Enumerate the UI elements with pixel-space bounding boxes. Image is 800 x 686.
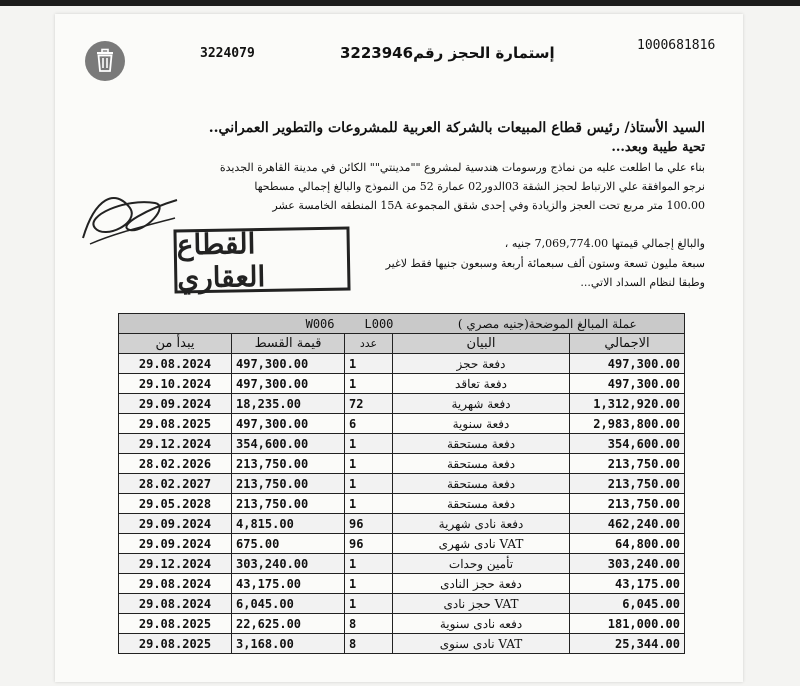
header-installment: قيمة القسط: [232, 334, 345, 354]
cell-start: 29.12.2024: [119, 434, 232, 454]
cell-start: 28.02.2026: [119, 454, 232, 474]
header-total: الاجمالي: [570, 334, 685, 354]
cell-installment: 213,750.00: [232, 474, 345, 494]
cell-count: 1: [345, 474, 393, 494]
cell-count: 96: [345, 534, 393, 554]
cell-statement: دفعة تعاقد: [393, 374, 570, 394]
table-row: [119, 614, 685, 634]
cell-start: 29.08.2024: [119, 594, 232, 614]
table-header: [119, 334, 685, 354]
cell-count: 1: [345, 354, 393, 374]
letter-line-1: بناء علي ما اطلعت عليه من نماذج ورسومات هندسية لمشروع ""مدينتي"" الكائن في مدينة القاهرة الجديدة: [219, 161, 705, 174]
cell-total: 497,300.00: [570, 354, 685, 374]
code-w006: W006: [305, 316, 335, 331]
header-start: يبدأ من: [119, 334, 232, 354]
cell-installment: 213,750.00: [232, 494, 345, 514]
reference-number: 3224079: [200, 46, 255, 61]
cell-total: 497,300.00: [570, 374, 685, 394]
table-row: [119, 374, 685, 394]
cell-statement: VAT نادى سنوى: [393, 634, 570, 654]
table-row: [119, 594, 685, 614]
cell-start: 29.08.2025: [119, 614, 232, 634]
cell-start: 29.08.2024: [119, 354, 232, 374]
header-count: عدد: [345, 334, 393, 354]
cell-statement: دفعة مستحقة: [393, 454, 570, 474]
cell-total: 64,800.00: [570, 534, 685, 554]
cell-total: 181,000.00: [570, 614, 685, 634]
cell-total: 1,312,920.00: [570, 394, 685, 414]
cell-installment: 497,300.00: [232, 354, 345, 374]
currency-row: [119, 314, 685, 334]
table-row: [119, 494, 685, 514]
trash-icon: [94, 49, 116, 73]
cell-start: 29.10.2024: [119, 374, 232, 394]
letter-line-2: نرجو الموافقة علي الارتباط لحجز الشقة 03الدور02 عمارة 52 من النموذج والبالغ إجمالي مسطحها: [254, 180, 705, 193]
table-row: [119, 414, 685, 434]
cell-start: 29.08.2025: [119, 634, 232, 654]
cell-statement: دفعة مستحقة: [393, 494, 570, 514]
cell-installment: 354,600.00: [232, 434, 345, 454]
table-row: [119, 474, 685, 494]
cell-statement: دفعة سنوية: [393, 414, 570, 434]
cell-installment: 18,235.00: [232, 394, 345, 414]
code-l000: L000: [364, 316, 394, 331]
header-statement: البيان: [393, 334, 570, 354]
cell-start: 29.08.2024: [119, 574, 232, 594]
cell-start: 29.09.2024: [119, 394, 232, 414]
cell-installment: 43,175.00: [232, 574, 345, 594]
letter-line-5: سبعة مليون تسعة وستون ألف سبعمائة أربعة وسبعون جنيها فقط لاغير: [385, 257, 705, 270]
payment-schedule-table: [118, 313, 685, 654]
cell-statement: دفعة شهرية: [393, 394, 570, 414]
cell-total: 43,175.00: [570, 574, 685, 594]
cell-total: 303,240.00: [570, 554, 685, 574]
table-row: [119, 434, 685, 454]
cell-statement: دفعة نادى شهرية: [393, 514, 570, 534]
delete-button[interactable]: [85, 41, 125, 81]
cell-count: 1: [345, 454, 393, 474]
cell-total: 2,983,800.00: [570, 414, 685, 434]
form-title: إستمارة الحجز رقم3223946: [340, 44, 555, 62]
cell-statement: دفعة حجز النادى: [393, 574, 570, 594]
cell-statement: VAT نادى شهرى: [393, 534, 570, 554]
table-row: [119, 554, 685, 574]
cell-statement: تأمين وحدات: [393, 554, 570, 574]
cell-count: 8: [345, 634, 393, 654]
letter-line-4: والبالغ إجمالي قيمتها 7,069,774.00 جنيه ،: [504, 237, 705, 250]
cell-total: 213,750.00: [570, 454, 685, 474]
cell-statement: دفعة مستحقة: [393, 434, 570, 454]
cell-statement: دفعة مستحقة: [393, 474, 570, 494]
greeting: تحية طيبة وبعد...: [611, 140, 705, 155]
cell-total: 462,240.00: [570, 514, 685, 534]
cell-start: 29.12.2024: [119, 554, 232, 574]
cell-total: 6,045.00: [570, 594, 685, 614]
top-bar: [0, 0, 800, 6]
cell-start: 29.09.2024: [119, 534, 232, 554]
cell-installment: 303,240.00: [232, 554, 345, 574]
addressee: السيد الأستاذ/ رئيس قطاع المبيعات بالشركة العربية للمشروعات والتطوير العمراني..: [208, 120, 705, 136]
cell-count: 8: [345, 614, 393, 634]
cell-installment: 6,045.00: [232, 594, 345, 614]
cell-start: 29.05.2028: [119, 494, 232, 514]
cell-installment: 22,625.00: [232, 614, 345, 634]
cell-installment: 4,815.00: [232, 514, 345, 534]
table-row: [119, 634, 685, 654]
cell-statement: دفعه نادى سنوية: [393, 614, 570, 634]
table-row: [119, 394, 685, 414]
currency-label: عملة المبالغ الموضحة(جنيه مصري ): [457, 316, 637, 331]
cell-start: 29.08.2025: [119, 414, 232, 434]
table-row: [119, 454, 685, 474]
cell-count: 1: [345, 574, 393, 594]
cell-total: 213,750.00: [570, 494, 685, 514]
cell-total: 213,750.00: [570, 474, 685, 494]
cell-count: 1: [345, 594, 393, 614]
cell-installment: 213,750.00: [232, 454, 345, 474]
table-row: [119, 574, 685, 594]
cell-installment: 497,300.00: [232, 414, 345, 434]
document-number: 1000681816: [637, 38, 716, 53]
cell-statement: VAT حجز نادى: [393, 594, 570, 614]
table-row: [119, 514, 685, 534]
letter-line-3: 100.00 متر مربع تحت العجز والزيادة وفي إحدى شقق المجموعة 15A المنطقه الخامسة عشر: [272, 199, 705, 212]
cell-count: 1: [345, 554, 393, 574]
table-row: [119, 354, 685, 374]
cell-total: 354,600.00: [570, 434, 685, 454]
cell-count: 72: [345, 394, 393, 414]
cell-installment: 675.00: [232, 534, 345, 554]
table-row: [119, 534, 685, 554]
cell-count: 6: [345, 414, 393, 434]
cell-statement: دفعة حجز: [393, 354, 570, 374]
cell-total: 25,344.00: [570, 634, 685, 654]
cell-start: 29.09.2024: [119, 514, 232, 534]
letter-line-6: وطبقا لنظام السداد الاتي...: [580, 276, 705, 289]
cell-count: 96: [345, 514, 393, 534]
company-stamp: القطاع العقاري: [173, 226, 350, 293]
cell-count: 1: [345, 494, 393, 514]
cell-count: 1: [345, 374, 393, 394]
cell-installment: 3,168.00: [232, 634, 345, 654]
cell-count: 1: [345, 434, 393, 454]
cell-start: 28.02.2027: [119, 474, 232, 494]
cell-installment: 497,300.00: [232, 374, 345, 394]
signature-scribble: [75, 178, 185, 253]
